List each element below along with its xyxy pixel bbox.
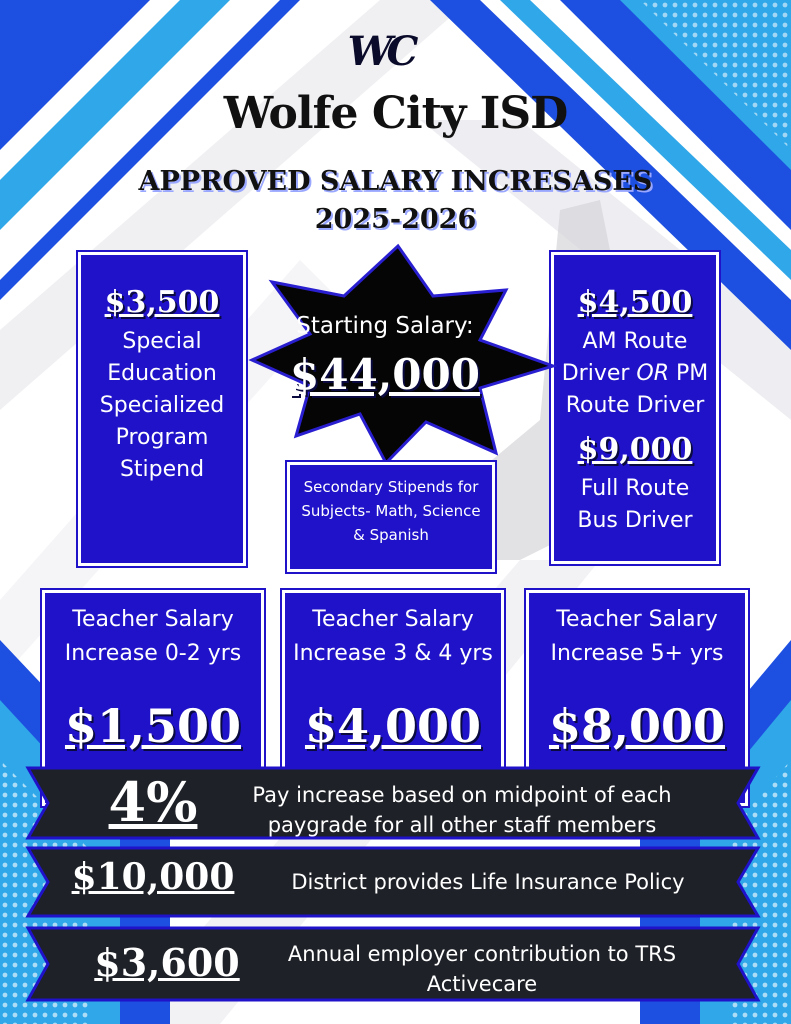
secondary-stipends-text: Secondary Stipends for Subjects- Math, Science & Spanish bbox=[301, 478, 481, 544]
teacher-increase-range: Increase 5+ yrs bbox=[550, 641, 724, 666]
route-driver-line2: Driver OR PM bbox=[561, 361, 709, 386]
special-ed-amount: $3,500 bbox=[104, 285, 220, 320]
route-driver-line1: AM Route bbox=[582, 329, 688, 354]
teacher-increase-amount: $8,000 bbox=[548, 699, 726, 753]
starting-salary-label: Starting Salary: bbox=[296, 313, 474, 339]
staff-increase-line1: Pay increase based on midpoint of each bbox=[252, 783, 672, 807]
trs-contribution-text bbox=[252, 939, 712, 999]
teacher-increase-range: Increase 0-2 yrs bbox=[64, 641, 242, 666]
staff-increase-text bbox=[222, 780, 702, 840]
trs-contribution-amount: $3,600 bbox=[94, 940, 240, 985]
page-subtitle: APPROVED SALARY INCRESASES bbox=[138, 166, 653, 197]
trs-contribution-line1: Annual employer contribution to TRS bbox=[287, 942, 677, 966]
life-insurance-amount: $10,000 bbox=[71, 856, 235, 898]
teacher-increase-range: Increase 3 & 4 yrs bbox=[293, 641, 493, 666]
teacher-increase-amount: $4,000 bbox=[304, 699, 482, 753]
full-route-line1: Full Route bbox=[580, 476, 690, 501]
district-title: Wolfe City ISD bbox=[223, 88, 568, 139]
teacher-increase-label: Teacher Salary bbox=[312, 607, 474, 632]
route-driver-amount: $4,500 bbox=[577, 285, 693, 320]
teacher-increase-label: Teacher Salary bbox=[72, 607, 234, 632]
trs-contribution-line2: Activecare bbox=[426, 972, 538, 996]
teacher-increase-amount: $1,500 bbox=[64, 699, 242, 753]
special-ed-description: Special Education Specialized Program Stipend bbox=[99, 329, 225, 482]
route-driver-line3: Route Driver bbox=[565, 393, 705, 418]
starting-salary-amount: $44,000 bbox=[290, 350, 480, 399]
life-insurance-text: District provides Life Insurance Policy bbox=[291, 870, 685, 894]
school-year: 2025-2026 bbox=[314, 204, 477, 235]
full-route-line2: Bus Driver bbox=[577, 508, 693, 533]
district-logo: WC bbox=[347, 28, 413, 75]
staff-increase-percent: 4% bbox=[108, 770, 198, 834]
staff-increase-line2: paygrade for all other staff members bbox=[267, 813, 657, 837]
full-route-amount: $9,000 bbox=[577, 432, 693, 467]
teacher-increase-label: Teacher Salary bbox=[556, 607, 718, 632]
